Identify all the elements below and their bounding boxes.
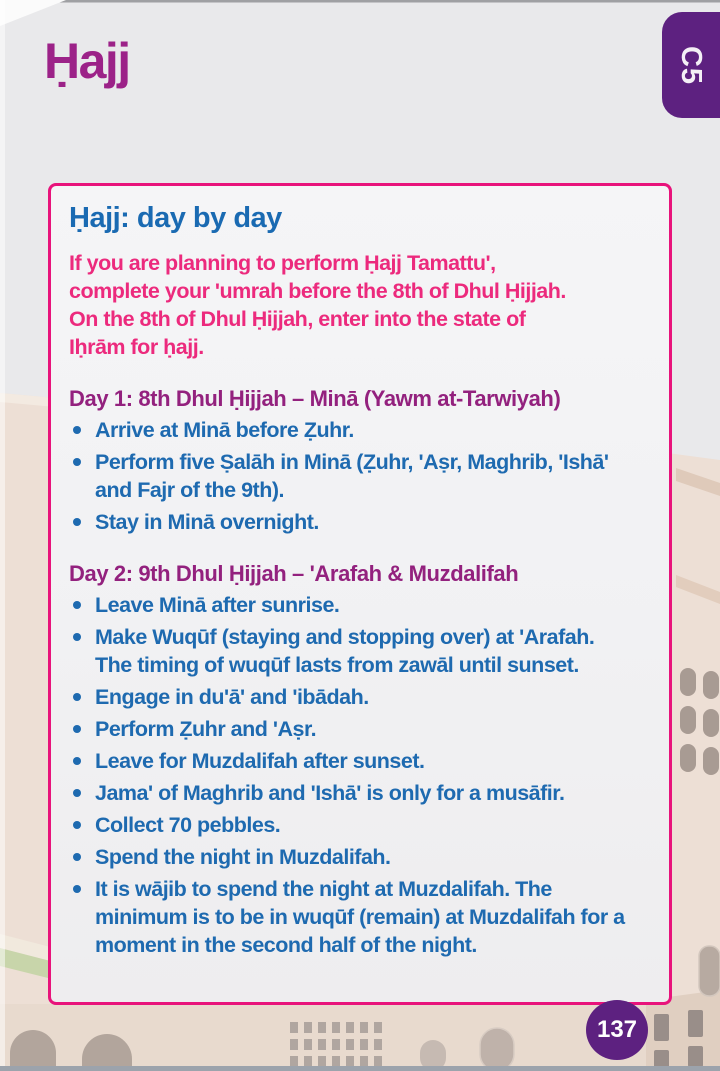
- bullet-item: [69, 683, 635, 711]
- bullet-dot: [73, 725, 81, 733]
- bullet-dot: [73, 885, 81, 893]
- intro-line: Iḥrām for ḥajj.: [69, 335, 204, 359]
- bullet-item: [69, 623, 635, 679]
- bullet-dot: [73, 458, 81, 466]
- bullet-dot: [73, 601, 81, 609]
- intro-line: If you are planning to perform Ḥajj Tamattu',: [69, 251, 496, 275]
- bullet-item: [69, 779, 635, 807]
- bullet-text: Stay in Minā overnight.: [95, 510, 319, 534]
- bullet-dot: [73, 757, 81, 765]
- bullet-dot: [73, 633, 81, 641]
- page-number-badge: [586, 1000, 648, 1060]
- bullet-text: Perform Ẓuhr and 'Aṣr.: [95, 717, 317, 741]
- bullet-item: [69, 508, 635, 536]
- bullet-text: Engage in du'ā' and 'ibādah.: [95, 685, 369, 709]
- page-title: Ḥajj: [44, 33, 130, 89]
- day1-heading: Day 1: 8th Dhul Ḥijjah – Minā (Yawm at-Tarwiyah): [69, 386, 561, 411]
- bullet-text: Arrive at Minā before Ẓuhr.: [95, 418, 354, 442]
- day2-bullets: [69, 591, 635, 959]
- bullet-text: Make Wuqūf (staying and stopping over) at 'Arafah. The timing of wuqūf lasts from zawāl until sunset.: [95, 625, 595, 677]
- bullet-item: [69, 591, 635, 619]
- bullet-dot: [73, 789, 81, 797]
- card-title: Ḥajj: day by day: [69, 202, 282, 234]
- bullet-dot: [73, 821, 81, 829]
- bullet-dot: [73, 853, 81, 861]
- bullet-dot: [73, 426, 81, 434]
- bullet-text: Leave Minā after sunrise.: [95, 593, 340, 617]
- bullet-text: It is wājib to spend the night at Muzdalifah. The minimum is to be in wuqūf (remain) at Muzdalifah for a moment in the second half of the night.: [95, 877, 625, 957]
- bullet-item: [69, 875, 635, 959]
- day1-bullets: [69, 416, 635, 536]
- bullet-item: [69, 811, 635, 839]
- section-tab: [662, 12, 720, 118]
- bullet-item: [69, 747, 635, 775]
- bullet-text: Leave for Muzdalifah after sunset.: [95, 749, 425, 773]
- page-number: 137: [596, 1016, 638, 1043]
- section-tab-label: C5: [675, 45, 708, 85]
- bullet-dot: [73, 693, 81, 701]
- intro-line: On the 8th of Dhul Ḥijjah, enter into the state of: [69, 307, 526, 331]
- bullet-item: [69, 416, 635, 444]
- bullet-text: Spend the night in Muzdalifah.: [95, 845, 391, 869]
- bullet-text: Collect 70 pebbles.: [95, 813, 281, 837]
- bullet-item: [69, 715, 635, 743]
- card-intro: [69, 249, 655, 361]
- bullet-item: [69, 843, 635, 871]
- day2-heading: Day 2: 9th Dhul Ḥijjah – 'Arafah & Muzdalifah: [69, 561, 519, 586]
- bullet-item: [69, 448, 635, 504]
- intro-line: complete your 'umrah before the 8th of Dhul Ḥijjah.: [69, 279, 566, 303]
- bullet-text: Perform five Ṣalāh in Minā (Ẓuhr, 'Aṣr, Maghrib, 'Ishā' and Fajr of the 9th).: [95, 450, 609, 502]
- bullet-dot: [73, 518, 81, 526]
- content-card: [48, 183, 672, 1005]
- bullet-text: Jama' of Maghrib and 'Ishā' is only for a musāfir.: [95, 781, 565, 805]
